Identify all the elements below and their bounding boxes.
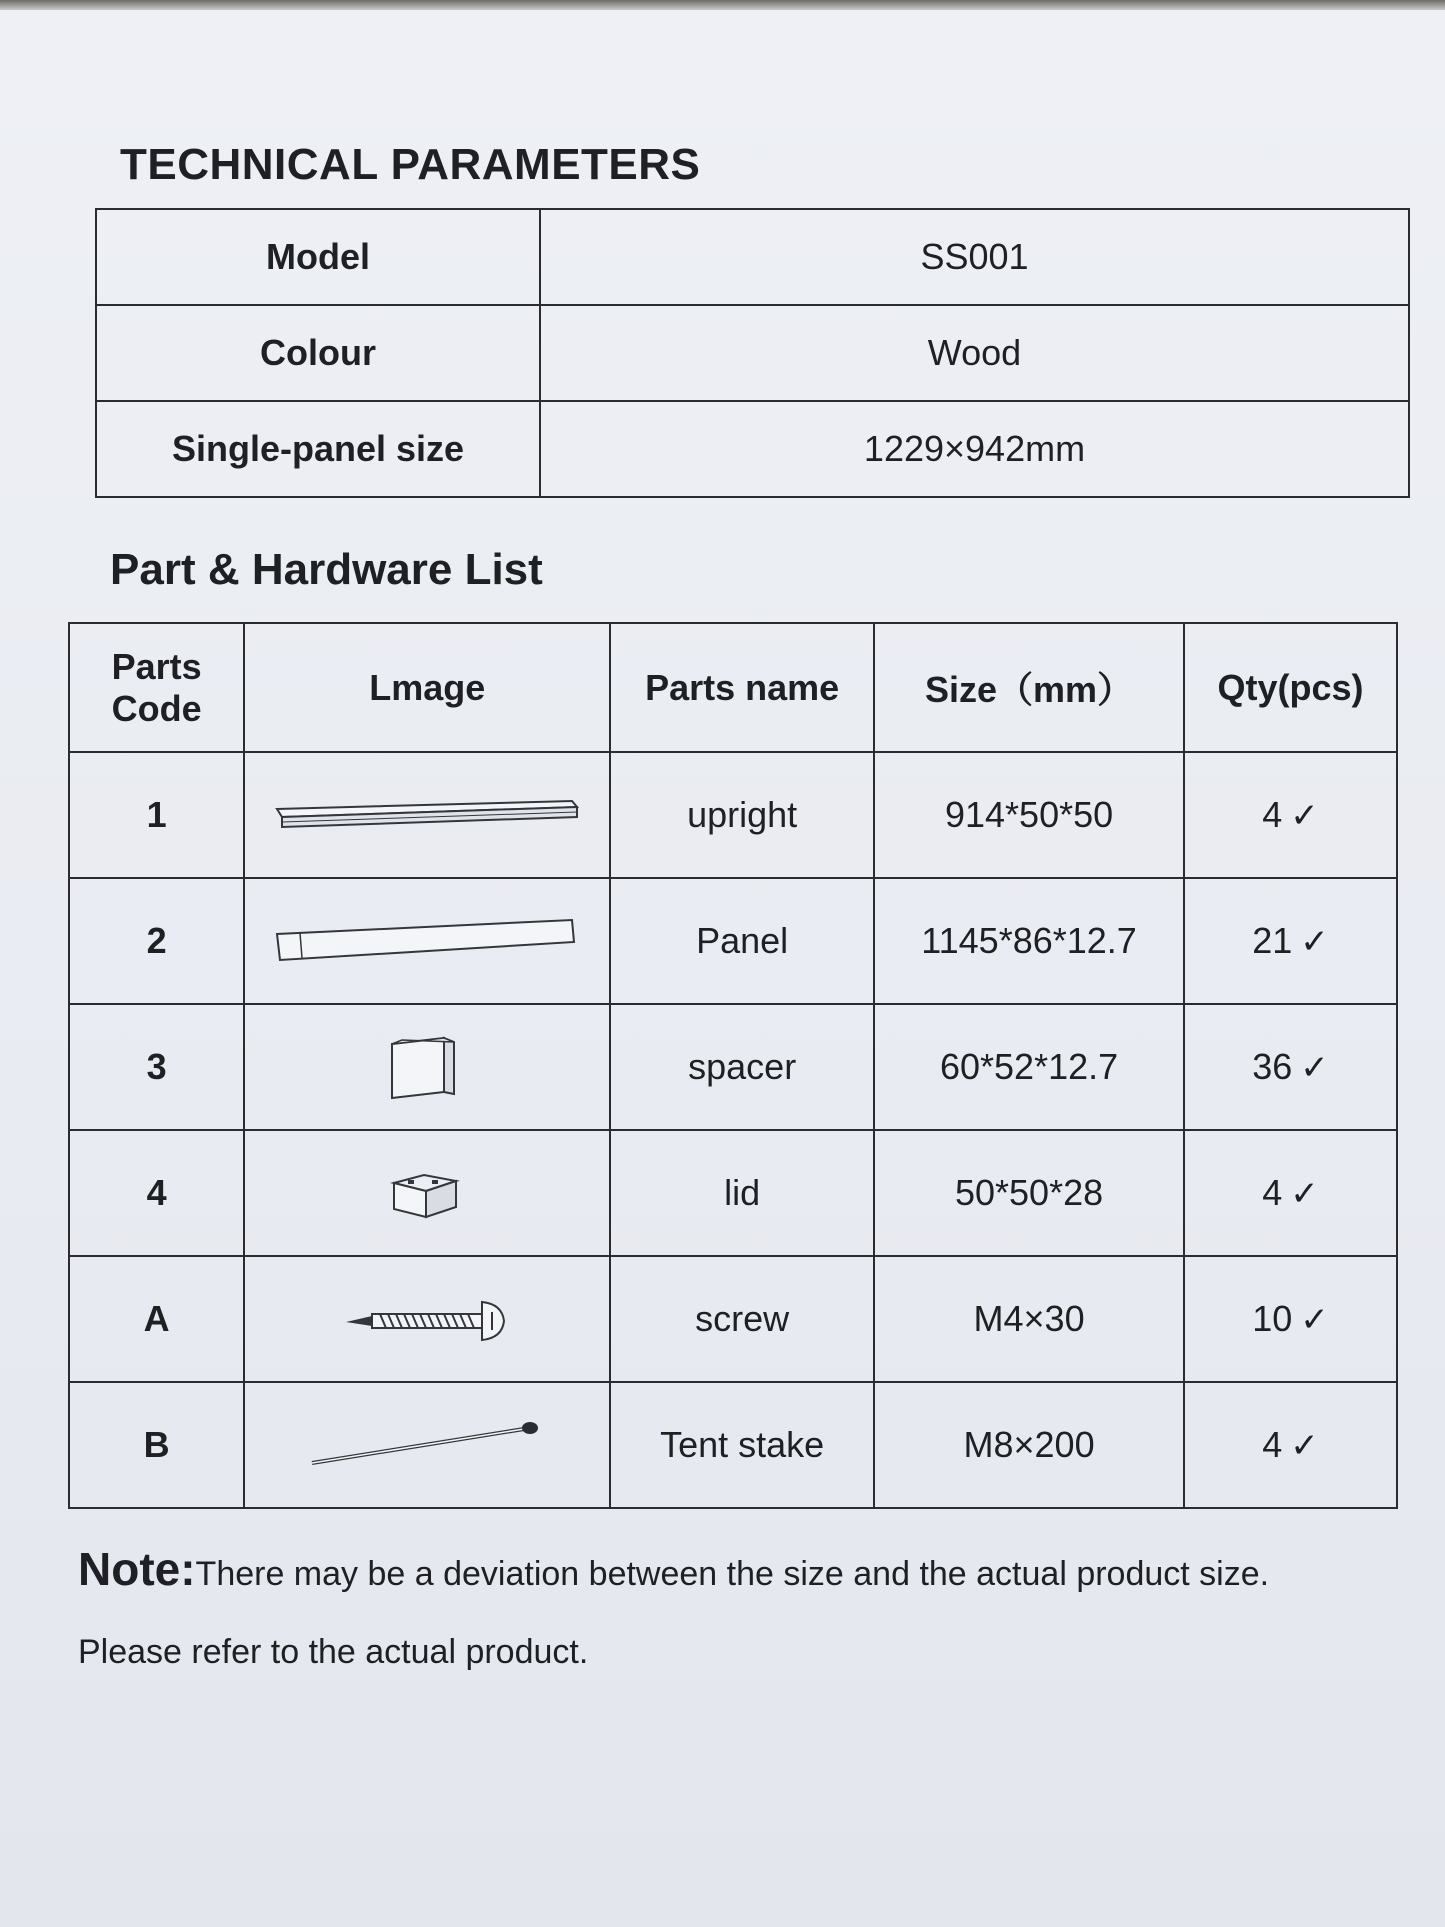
part-size: 60*52*12.7 bbox=[874, 1004, 1184, 1130]
part-qty: 10 bbox=[1252, 1298, 1293, 1339]
part-qty-cell bbox=[1184, 752, 1397, 878]
parts-list-title: Part & Hardware List bbox=[110, 545, 543, 594]
part-qty-cell bbox=[1184, 1382, 1397, 1508]
table-row bbox=[69, 1382, 1397, 1508]
table-row bbox=[69, 1256, 1397, 1382]
part-qty: 4 bbox=[1262, 1172, 1283, 1213]
part-size: M4×30 bbox=[874, 1256, 1184, 1382]
part-qty: 36 bbox=[1252, 1046, 1293, 1087]
part-name: lid bbox=[610, 1130, 874, 1256]
part-qty: 21 bbox=[1252, 920, 1293, 961]
part-image-cell bbox=[244, 1130, 610, 1256]
table-row bbox=[96, 209, 1409, 305]
table-row bbox=[69, 878, 1397, 1004]
check-mark-icon: ✓ bbox=[1300, 1301, 1329, 1339]
top-edge bbox=[0, 0, 1445, 10]
lid-cap-icon bbox=[382, 1163, 472, 1223]
tech-label-colour: Colour bbox=[96, 305, 540, 401]
check-mark-icon: ✓ bbox=[1290, 1427, 1319, 1465]
tech-value-model: SS001 bbox=[540, 209, 1409, 305]
tent-stake-icon bbox=[302, 1415, 552, 1475]
table-row bbox=[69, 1004, 1397, 1130]
header-image: Lmage bbox=[244, 623, 610, 752]
tech-value-panel-size: 1229×942mm bbox=[540, 401, 1409, 497]
part-image-cell bbox=[244, 1382, 610, 1508]
part-code: 2 bbox=[69, 878, 244, 1004]
table-row bbox=[96, 401, 1409, 497]
part-image-cell bbox=[244, 878, 610, 1004]
part-code: 3 bbox=[69, 1004, 244, 1130]
table-row bbox=[69, 1130, 1397, 1256]
table-header-row bbox=[69, 623, 1397, 752]
part-image-cell bbox=[244, 752, 610, 878]
table-row bbox=[69, 752, 1397, 878]
part-qty: 4 bbox=[1262, 1424, 1283, 1465]
part-name: spacer bbox=[610, 1004, 874, 1130]
tech-label-panel-size: Single-panel size bbox=[96, 401, 540, 497]
part-size: M8×200 bbox=[874, 1382, 1184, 1508]
note-paragraph bbox=[78, 1530, 1378, 1691]
part-size: 914*50*50 bbox=[874, 752, 1184, 878]
tech-value-colour: Wood bbox=[540, 305, 1409, 401]
parts-hardware-table bbox=[68, 622, 1398, 1509]
part-code: 1 bbox=[69, 752, 244, 878]
part-size: 1145*86*12.7 bbox=[874, 878, 1184, 1004]
part-name: Tent stake bbox=[610, 1382, 874, 1508]
part-name: upright bbox=[610, 752, 874, 878]
technical-parameters-table bbox=[95, 208, 1410, 498]
part-image-cell bbox=[244, 1256, 610, 1382]
part-name: Panel bbox=[610, 878, 874, 1004]
part-code: 4 bbox=[69, 1130, 244, 1256]
part-image-cell bbox=[244, 1004, 610, 1130]
header-parts-code: Parts Code bbox=[69, 623, 244, 752]
part-qty-cell bbox=[1184, 878, 1397, 1004]
part-code: A bbox=[69, 1256, 244, 1382]
table-row bbox=[96, 305, 1409, 401]
part-qty-cell bbox=[1184, 1004, 1397, 1130]
note-label: Note: bbox=[78, 1543, 196, 1595]
part-qty-cell bbox=[1184, 1256, 1397, 1382]
check-mark-icon: ✓ bbox=[1290, 1175, 1319, 1213]
check-mark-icon: ✓ bbox=[1290, 797, 1319, 835]
tech-label-model: Model bbox=[96, 209, 540, 305]
technical-parameters-title: TECHNICAL PARAMETERS bbox=[120, 140, 701, 189]
header-size: Size（mm） bbox=[874, 623, 1184, 752]
check-mark-icon: ✓ bbox=[1300, 923, 1329, 961]
part-name: screw bbox=[610, 1256, 874, 1382]
header-qty: Qty(pcs) bbox=[1184, 623, 1397, 752]
header-parts-name: Parts name bbox=[610, 623, 874, 752]
check-mark-icon: ✓ bbox=[1300, 1049, 1329, 1087]
part-code: B bbox=[69, 1382, 244, 1508]
spacer-block-icon bbox=[382, 1032, 472, 1102]
part-qty-cell bbox=[1184, 1130, 1397, 1256]
note-text: There may be a deviation between the size and the actual product size. Please refer to the actual product. bbox=[78, 1555, 1270, 1671]
part-qty: 4 bbox=[1262, 794, 1283, 835]
part-size: 50*50*28 bbox=[874, 1130, 1184, 1256]
upright-rail-icon bbox=[272, 795, 582, 835]
panel-board-icon bbox=[272, 916, 582, 966]
screw-icon bbox=[342, 1294, 512, 1344]
